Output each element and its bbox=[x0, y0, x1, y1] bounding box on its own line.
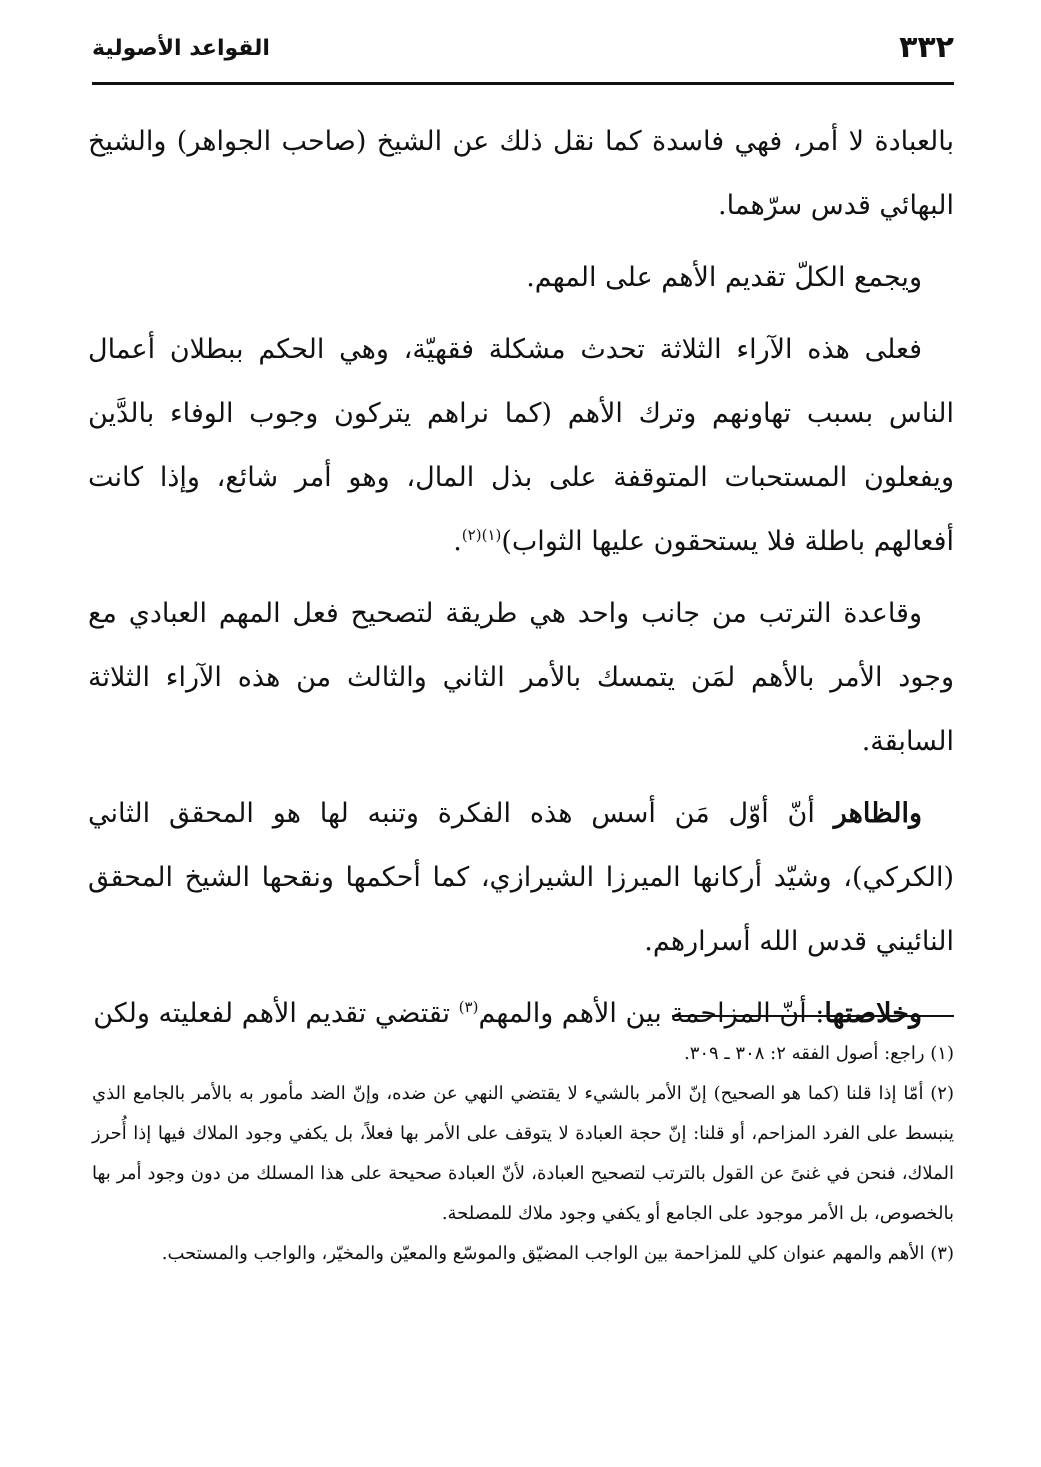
paragraph-text: أنّ أوّل مَن أسس هذه الفكرة وتنبه لها هو المحقق الثاني (الكركي)، وشيّد أركانها الميرزا الشيرازي، كما أحكمها ونقحها الشيخ المحقق النائيني قدس الله أسرارهم. bbox=[88, 798, 954, 957]
footnote-reference: (١)(٢) bbox=[461, 526, 502, 544]
footnotes bbox=[92, 1034, 954, 1274]
paragraph-text: بالعبادة لا أمر، فهي فاسدة كما نقل ذلك عن الشيخ (صاحب الجواهر) والشيخ البهائي قدس سرّهما. bbox=[88, 126, 954, 221]
page-number: ٣٣٢ bbox=[899, 30, 954, 65]
running-header bbox=[92, 28, 954, 72]
main-text bbox=[88, 110, 954, 1054]
paragraph-text: وقاعدة الترتب من جانب واحد هي طريقة لتصحيح فعل المهم العبادي مع وجود الأمر بالأهم لمَن يتمسك بالأمر الثاني والثالث من هذه الآراء الثلاثة السابقة. bbox=[88, 598, 954, 757]
paragraph bbox=[88, 246, 954, 310]
paragraph bbox=[88, 318, 954, 574]
footnote: (٢) أمّا إذا قلنا (كما هو الصحيح) إنّ الأمر بالشيء لا يقتضي النهي عن ضده، وإنّ الضد مأمور به بالأمر بالجامع الذي ينبسط على الفرد المزاحم، أو قلنا: إنّ حجة العبادة لا يتوقف على الأمر بها فعلاً، بل يكفي وجود الملاك فيها إذا أُحرز الملاك، فنحن في غنىً عن القول بالترتب لتصحيح العبادة، لأنّ العبادة صحيحة على هذا المسلك من دون وجود أمر بها بالخصوص، بل الأمر موجود على الجامع أو يكفي وجود ملاك للمصلحة. bbox=[92, 1083, 954, 1224]
footnote-reference: (٣) bbox=[458, 998, 479, 1016]
header-divider bbox=[92, 82, 954, 85]
footnote: (١) راجع: أصول الفقه ٢: ٣٠٨ ـ ٣٠٩. bbox=[683, 1043, 954, 1064]
footnote-divider bbox=[672, 1015, 954, 1017]
paragraph-end: . bbox=[453, 526, 462, 557]
paragraph bbox=[88, 110, 954, 238]
paragraph-text: فعلى هذه الآراء الثلاثة تحدث مشكلة فقهيّة، وهي الحكم ببطلان أعمال الناس بسبب تهاونهم وترك الأهم (كما نراهم يتركون وجوب الوفاء بالدَّين ويفعلون المستحبات المتوقفة على بذل المال، وهو أمر شائع، وإذا كانت أفعالهم باطلة فلا يستحقون عليها الثواب) bbox=[88, 334, 954, 557]
paragraph bbox=[88, 782, 954, 974]
paragraph-text: تقتضي تقديم الأهم لفعليته ولكن bbox=[93, 998, 459, 1029]
bold-lead-word: وخلاصتها bbox=[824, 998, 922, 1029]
footnote: (٣) الأهم والمهم عنوان كلي للمزاحمة بين الواجب المضيّق والموسّع والمعيّن والمخيّر، والواجب والمستحب. bbox=[161, 1243, 954, 1264]
paragraph-text: ويجمع الكلّ تقديم الأهم على المهم. bbox=[526, 262, 922, 293]
paragraph bbox=[88, 582, 954, 774]
paragraph-text: : أنّ المزاحمة بين الأهم والمهم bbox=[478, 998, 825, 1029]
bold-lead-word: والظاهر bbox=[833, 798, 922, 829]
book-title: القواعد الأصولية bbox=[92, 36, 270, 61]
